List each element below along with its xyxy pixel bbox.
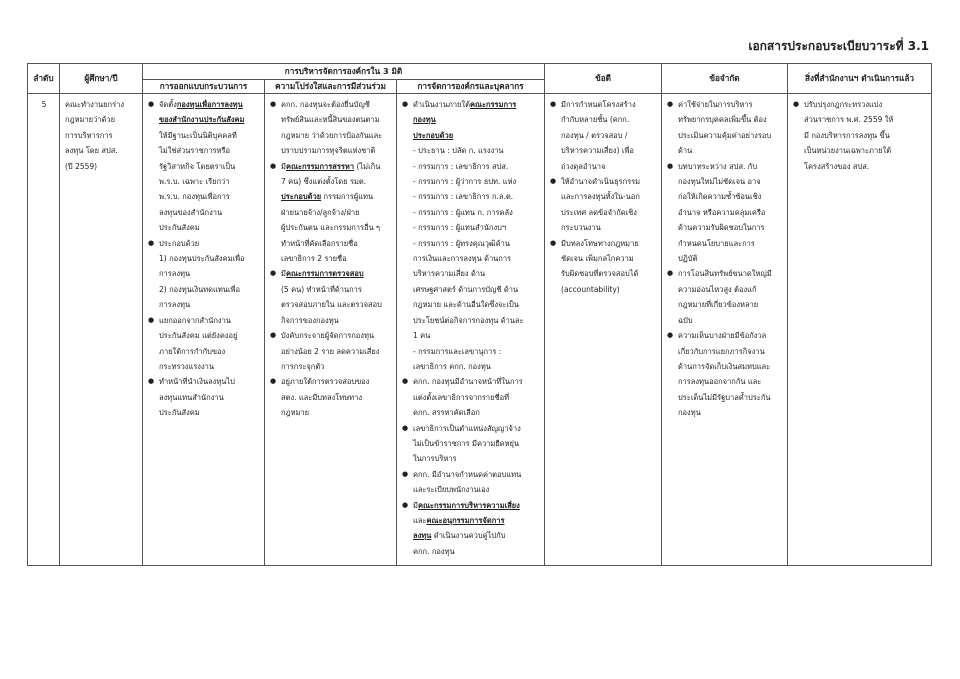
underlined-term: กองทุนเพื่อการลงทุน	[176, 100, 243, 109]
line-text: การเงินและการลงทุน ด้านการ	[413, 254, 512, 264]
org-line	[402, 374, 540, 389]
design-line	[148, 189, 260, 204]
transparency-line	[270, 97, 392, 112]
design-line	[148, 251, 260, 266]
transparency-line	[270, 128, 392, 143]
design-line	[148, 236, 260, 251]
line-text: การโอนสินทรัพย์ขนาดใหญ่มี	[678, 269, 772, 279]
pros-line	[550, 97, 657, 112]
design-line	[148, 97, 260, 112]
text-suffix: กรรมการผู้แทน	[321, 192, 374, 202]
line-text: และการลงทุนทั้งใน-นอก	[561, 192, 640, 202]
line-text: สตง. และมีบทลงโทษทาง	[281, 392, 362, 402]
line-text: ลงทุนแทนสำนักงาน	[159, 392, 224, 402]
cons-line	[667, 128, 783, 143]
header-admin-3d: การบริหารจัดการองค์กรใน 3 มิติ	[143, 64, 545, 80]
line-text: เศรษฐศาสตร์ ด้านการบัญชี ด้าน	[413, 284, 519, 294]
org-line	[402, 174, 540, 189]
line-text: มีการกำหนดโครงสร้าง	[561, 100, 636, 109]
line-text: รับผิดชอบที่ตรวจสอบได้	[561, 269, 639, 279]
line-text: แต่งตั้งเลขาธิการจากรายชื่อที่	[413, 392, 510, 402]
line-text: ผู้ประกันตน และกรรมการอื่น ๆ	[281, 223, 381, 233]
transparency-line	[270, 251, 392, 266]
design-line	[148, 297, 260, 312]
transparency-line	[270, 390, 392, 405]
transparency-line	[270, 143, 392, 158]
org-line	[402, 220, 540, 235]
text-prefix: มี	[413, 500, 418, 510]
pros-line	[550, 143, 657, 158]
text-prefix: จัดตั้ง	[159, 100, 177, 109]
line-text: 1 คน	[413, 331, 431, 341]
line-text: กระบวนงาน	[561, 223, 601, 233]
design-line	[148, 405, 260, 420]
line-text: ชัดเจน เพิ่มกลไกความ	[561, 254, 634, 264]
line-text: ประเด็นไม่มีรัฐบาลค้ำประกัน	[678, 392, 771, 402]
org-line	[402, 451, 540, 466]
line-text: กฎหมาย และด้านอื่นใดซึ่งจะเป็น	[413, 300, 519, 310]
line-text: - กรรมการ : ผู้ว่าการ ธปท. แห่ง	[413, 177, 517, 187]
underlined-term: ประกอบด้วย	[413, 130, 454, 140]
underlined-term: คณะกรรมการสรรหา	[285, 161, 355, 171]
line-text: การกระจุกตัว	[281, 361, 325, 371]
line-text: ปฏิบัติ	[678, 254, 698, 264]
design-line	[148, 344, 260, 359]
org-line	[402, 143, 540, 158]
cons-line	[667, 313, 783, 328]
line-text: ก่อให้เกิดความซ้ำซ้อนเชิง	[678, 192, 762, 202]
line-text: ประกันสังคม	[159, 223, 200, 233]
transparency-line	[270, 159, 392, 174]
transparency-line	[270, 405, 392, 420]
pros-line	[550, 189, 657, 204]
org-line	[402, 436, 540, 451]
line-text: บริหารความเสี่ยง ด้าน	[413, 269, 486, 279]
line-text: ทำหน้าที่นำเงินลงทุนไป	[159, 377, 235, 387]
underlined-term: คณะกรรมการ	[469, 100, 517, 109]
transparency-line	[270, 374, 392, 389]
study-line: (ปี 2559)	[65, 161, 98, 171]
line-text: กฎหมายที่เกี่ยวข้องหลาย	[678, 300, 759, 310]
cell-actions	[788, 94, 932, 566]
text-suffix: (ไม่เกิน	[354, 161, 381, 171]
design-line	[148, 359, 260, 374]
design-line	[148, 159, 260, 174]
line-text: เป็นหน่วยงานเฉพาะภายใต้	[804, 146, 892, 156]
line-text: - กรรมการ : เลขาธิการ ก.ล.ต.	[413, 192, 514, 202]
line-text: กองทุน	[678, 408, 701, 418]
cons-line	[667, 359, 783, 374]
org-line	[402, 251, 540, 266]
line-text: ค่าใช้จ่ายในการบริหาร	[678, 100, 753, 109]
line-text: มี กองบริหารการลงทุน ขึ้น	[804, 130, 890, 140]
cons-line	[667, 374, 783, 389]
line-text: ประเมินความคุ้มค่าอย่างรอบ	[678, 130, 772, 140]
actions-line	[793, 97, 927, 112]
underlined-term: คณะกรรมการตรวจสอบ	[285, 269, 364, 279]
design-line	[148, 220, 260, 235]
pros-line	[550, 266, 657, 281]
transparency-line	[270, 266, 392, 281]
actions-line	[793, 159, 927, 174]
org-line	[402, 482, 540, 497]
cell-org-management	[397, 94, 545, 566]
org-line	[402, 297, 540, 312]
line-text: เลขาธิการ คกก. กองทุน	[413, 361, 491, 371]
line-text: กองทุน / ตรวจสอบ /	[561, 130, 628, 140]
cell-study	[60, 94, 143, 566]
line-text: 1) กองทุนประกันสังคมเพื่อ	[159, 254, 245, 264]
org-line	[402, 159, 540, 174]
pros-line	[550, 205, 657, 220]
org-line	[402, 282, 540, 297]
cons-line	[667, 282, 783, 297]
cons-line	[667, 266, 783, 281]
line-text: ของสำนักงานประกันสังคม	[159, 115, 245, 125]
text-prefix: ดำเนินงานภายใต้	[413, 100, 470, 109]
cons-line	[667, 189, 783, 204]
transparency-line	[270, 205, 392, 220]
org-line	[402, 498, 540, 513]
line-text: แยกออกจากสำนักงาน	[159, 315, 231, 325]
line-text: กองทุนใหม่ไม่ชัดเจน อาจ	[678, 177, 761, 187]
design-line	[148, 313, 260, 328]
cons-line	[667, 159, 783, 174]
line-text: พ.ร.บ. เฉพาะ เรียกว่า	[159, 177, 230, 187]
actions-line	[793, 143, 927, 158]
cons-line	[667, 220, 783, 235]
line-text: การลงทุน	[159, 269, 191, 279]
line-text: ลงทุนของสำนักงาน	[159, 207, 223, 217]
line-text: บริหารความเสี่ยง) เพื่อ	[561, 146, 634, 156]
cell-transparency	[265, 94, 397, 566]
line-text: คกก. มีอำนาจกำหนดค่าตอบแทน	[413, 469, 522, 479]
line-text: คกก. กองทุนจะต้องยื่นบัญชี	[281, 100, 370, 109]
header-study: ผู้ศึกษา/ปี	[60, 64, 143, 94]
org-line	[402, 528, 540, 543]
cell-cons	[662, 94, 788, 566]
design-line	[148, 328, 260, 343]
line-text: คกก. กองทุนมีอำนาจหน้าที่ในการ	[413, 377, 523, 387]
line-text: กระทรวงแรงงาน	[159, 361, 214, 371]
org-line	[402, 205, 540, 220]
pros-line	[550, 236, 657, 251]
line-text: การลงทุนออกจากกัน และ	[678, 377, 762, 387]
pros-line	[550, 282, 657, 297]
line-text: - กรรมการ : ผู้แทน ก. การคลัง	[413, 207, 513, 217]
line-text: คกก. สรรหาคัดเลือก	[413, 408, 480, 418]
transparency-line	[270, 112, 392, 127]
line-text: บังคับกระจายผู้จัดการกองทุน	[281, 331, 375, 341]
actions-line	[793, 112, 927, 127]
line-text: ประโยชน์ต่อกิจการกองทุน ด้านละ	[413, 315, 524, 325]
line-text: ฝ่ายนายจ้าง/ลูกจ้าง/ฝ่าย	[281, 207, 360, 217]
org-line	[402, 236, 540, 251]
line-text: ความเห็นบางฝ่ายมีข้อกังวล	[678, 331, 767, 341]
design-line	[148, 266, 260, 281]
line-text: พ.ร.บ. กองทุนเพื่อการ	[159, 192, 230, 202]
line-text: ทรัพย์สินและหนี้สินของตนตาม	[281, 115, 380, 125]
line-text: โครงสร้างของ สปส.	[804, 161, 870, 171]
line-text: ฉบับ	[678, 315, 693, 325]
study-line: ลงทุน โดย สปส.	[65, 146, 118, 156]
line-text: ไม่ใช่ส่วนราชการหรือ	[159, 146, 230, 156]
row-number: 5	[28, 94, 60, 566]
header-pros: ข้อดี	[545, 64, 662, 94]
pros-line	[550, 159, 657, 174]
line-text: (accountability)	[561, 284, 620, 294]
underlined-term: กองทุน	[413, 115, 436, 125]
line-text: เลขาธิการเป็นตำแหน่งสัญญาจ้าง	[413, 423, 521, 433]
transparency-line	[270, 236, 392, 251]
line-text: ให้มีฐานะเป็นนิติบุคคลที่	[159, 130, 237, 140]
comparison-table	[27, 63, 932, 566]
text-suffix: ดำเนินงานควบคู่ไปกับ	[431, 531, 506, 541]
study-line: คณะทำงานยกร่าง	[65, 100, 124, 109]
line-text: กำหนดนโยบายและการ	[678, 238, 755, 248]
header-actions: สิ่งที่สำนักงานฯ ดำเนินการแล้ว	[788, 64, 932, 94]
line-text: ภายใต้การกำกับของ	[159, 346, 226, 356]
line-text: ปราบปรามการทุจริตแห่งชาติ	[281, 146, 376, 156]
line-text: กฎหมาย ว่าด้วยการป้องกันและ	[281, 130, 383, 140]
text-prefix: มี	[281, 269, 286, 279]
pros-line	[550, 251, 657, 266]
header-transparency: ความโปร่งใสและการมีส่วนร่วม	[265, 80, 397, 94]
transparency-line	[270, 174, 392, 189]
transparency-line	[270, 313, 392, 328]
cons-line	[667, 328, 783, 343]
line-text: - กรรมการ : เลขาธิการ สปส.	[413, 161, 509, 171]
line-text: ทำหน้าที่คัดเลือกรายชื่อ	[281, 238, 358, 248]
line-text: เกี่ยวกับการแยกภารกิจงาน	[678, 346, 765, 356]
line-text: กิจการของกองทุน	[281, 315, 339, 325]
line-text: อย่างน้อย 2 ราย ลดความเสี่ยง	[281, 346, 380, 356]
org-line	[402, 405, 540, 420]
cons-line	[667, 344, 783, 359]
line-text: ด้าน	[678, 146, 693, 156]
cons-line	[667, 251, 783, 266]
line-text: ประกันสังคม	[159, 408, 200, 418]
line-text: อยู่ภายใต้การตรวจสอบของ	[281, 377, 370, 387]
org-line	[402, 112, 540, 127]
line-text: - กรรมการ : ผู้แทนสำนักงบฯ	[413, 223, 507, 233]
org-line	[402, 328, 540, 343]
cons-line	[667, 390, 783, 405]
line-text: คกก. กองทุน	[413, 546, 455, 556]
header-cons: ข้อจำกัด	[662, 64, 788, 94]
org-line	[402, 266, 540, 281]
line-text: ประเทศ ลดข้อจำกัดเชิง	[561, 207, 637, 217]
line-text: บทบาทระหว่าง สปส. กับ	[678, 161, 758, 171]
line-text: ประกอบด้วย	[159, 238, 200, 248]
design-line	[148, 128, 260, 143]
line-text: ทรัพยากรบุคคลเพิ่มขึ้น ต้อง	[678, 115, 767, 125]
line-text: ด้านความรับผิดชอบในการ	[678, 223, 765, 233]
design-line	[148, 174, 260, 189]
transparency-line	[270, 189, 392, 204]
transparency-line	[270, 344, 392, 359]
design-line	[148, 390, 260, 405]
line-text: กฎหมาย	[281, 408, 310, 418]
pros-line	[550, 220, 657, 235]
org-line	[402, 359, 540, 374]
line-text: ประกันสังคม แต่ยังคงอยู่	[159, 331, 238, 341]
pros-line	[550, 128, 657, 143]
header-process-design: การออกแบบกระบวนการ	[143, 80, 265, 94]
text-prefix: มี	[281, 161, 286, 171]
cons-line	[667, 236, 783, 251]
text-prefix: และ	[413, 515, 427, 525]
line-text: ในการบริหาร	[413, 454, 457, 464]
underlined-term: คณะกรรมการบริหารความเสี่ยง	[417, 500, 520, 510]
line-text: 7 คน) ซึ่งแต่งตั้งโดย รมต.	[281, 177, 367, 187]
line-text: ถ่วงดุลอำนาจ	[561, 161, 606, 171]
cons-line	[667, 174, 783, 189]
study-line: การบริหารการ	[65, 130, 113, 140]
underlined-term: ลงทุน	[413, 531, 432, 541]
org-line	[402, 313, 540, 328]
line-text: - กรรมการและเลขานุการ :	[413, 346, 502, 356]
cons-line	[667, 112, 783, 127]
header-org-management: การจัดการองค์กรและบุคลากร	[397, 80, 545, 94]
line-text: ไม่เป็นข้าราชการ มีความยืดหยุ่น	[413, 438, 520, 448]
design-line	[148, 112, 260, 127]
org-line	[402, 467, 540, 482]
cell-pros	[545, 94, 662, 566]
cons-line	[667, 97, 783, 112]
org-line	[402, 189, 540, 204]
cell-process-design	[143, 94, 265, 566]
line-text: - ประธาน : ปลัด ก. แรงงาน	[413, 146, 504, 156]
header-row	[28, 64, 932, 80]
cons-line	[667, 205, 783, 220]
transparency-line	[270, 282, 392, 297]
cons-line	[667, 405, 783, 420]
line-text: เลขาธิการ 2 รายชื่อ	[281, 254, 347, 264]
line-text: - กรรมการ : ผู้ทรงคุณวุฒิด้าน	[413, 238, 510, 248]
line-text: ให้อำนาจดำเนินธุรกรรม	[561, 177, 641, 187]
header-no: ลำดับ	[28, 64, 60, 94]
org-line	[402, 513, 540, 528]
line-text: ส่วนราชการ พ.ศ. 2559 ให้	[804, 115, 894, 125]
line-text: ความอ่อนไหวสูง ต้องแก้	[678, 284, 757, 294]
transparency-line	[270, 297, 392, 312]
transparency-line	[270, 220, 392, 235]
study-line: กฎหมายว่าด้วย	[65, 115, 115, 125]
design-line	[148, 282, 260, 297]
line-text: และระเบียบพนักงานเอง	[413, 485, 490, 495]
design-line	[148, 205, 260, 220]
org-line	[402, 421, 540, 436]
design-line	[148, 374, 260, 389]
transparency-line	[270, 359, 392, 374]
cons-line	[667, 297, 783, 312]
line-text: มีบทลงโทษทางกฎหมาย	[561, 238, 639, 248]
underlined-term: ประกอบด้วย	[281, 192, 322, 202]
line-text: ด้านการจัดเก็บเงินสมทบและ	[678, 361, 771, 371]
org-line	[402, 97, 540, 112]
line-text: การลงทุน	[159, 300, 191, 310]
underlined-term: คณะอนุกรรมการจัดการ	[426, 515, 505, 525]
design-line	[148, 143, 260, 158]
line-text: 2) กองทุนเงินทดแทนเพื่อ	[159, 284, 240, 294]
line-text: (5 คน) ทำหน้าที่ด้านการ	[281, 284, 362, 294]
pros-line	[550, 174, 657, 189]
pros-line	[550, 112, 657, 127]
org-line	[402, 390, 540, 405]
org-line	[402, 128, 540, 143]
line-text: รัฐวิสาหกิจ โดยตราเป็น	[159, 161, 236, 171]
line-text: ตรวจสอบภายใน และตรวจสอบ	[281, 300, 382, 310]
actions-line	[793, 128, 927, 143]
org-line	[402, 544, 540, 559]
line-text: กำกับหลายชั้น (คกก.	[561, 115, 630, 125]
table-row	[28, 94, 932, 566]
cons-line	[667, 143, 783, 158]
document-reference: เอกสารประกอบระเบียบวาระที่ 3.1	[748, 39, 929, 53]
line-text: ปรับปรุงกฎกระทรวงแบ่ง	[804, 100, 883, 109]
line-text: อำนาจ หรือความคลุมเครือ	[678, 207, 766, 217]
org-line	[402, 344, 540, 359]
transparency-line	[270, 328, 392, 343]
